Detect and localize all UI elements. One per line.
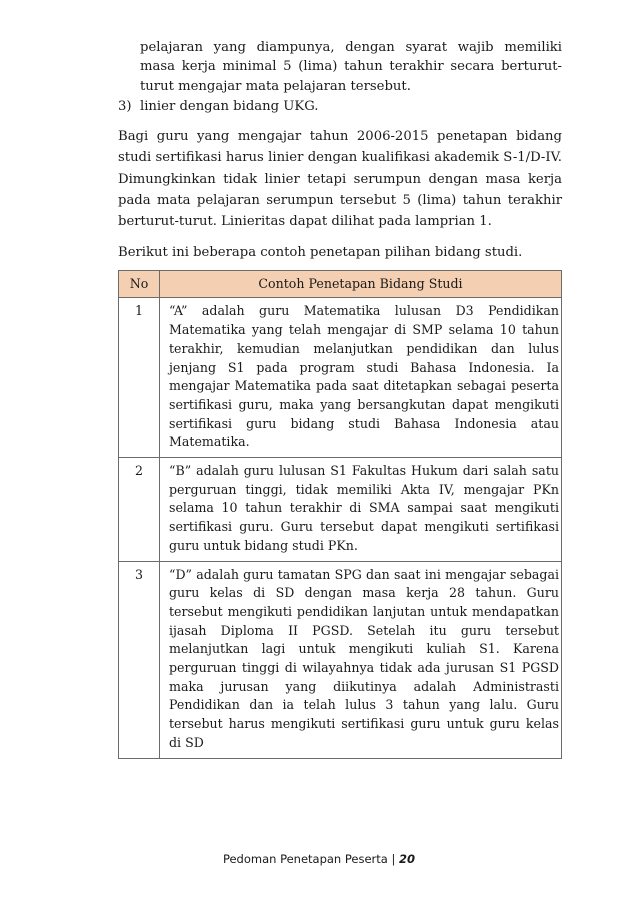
table-header-row	[119, 271, 562, 298]
row-number: 1	[119, 298, 160, 458]
list-item-number: 3)	[118, 98, 132, 114]
row-text: “B” adalah guru lulusan S1 Fakultas Hukum dari salah satu perguruan tinggi, tidak memiliki Akta IV, mengajar PKn selama 10 tahun terakhir di SMA sampai saat mengikuti sertifikasi guru. Guru tersebut dapat mengikuti sertifikasi guru untuk bidang studi PKn.	[160, 458, 562, 562]
examples-table	[118, 270, 562, 758]
footer-separator: |	[391, 852, 396, 866]
row-number: 2	[119, 458, 160, 562]
continuation-paragraph: pelajaran yang diampunya, dengan syarat wajib memiliki masa kerja minimal 5 (lima) tahun terakhir secara berturut-turut mengajar mata pelajaran tersebut.	[140, 40, 562, 94]
row-number: 3	[119, 561, 160, 758]
list-item-text: linier dengan bidang UKG.	[140, 98, 319, 114]
header-no: No	[119, 271, 160, 298]
page-content	[118, 38, 562, 759]
row-text: “A” adalah guru Matematika lulusan D3 Pendidikan Matematika yang telah mengajar di SMP selama 10 tahun terakhir, kemudian melanjutkan pendidikan dan lulus jenjang S1 pada program studi Bahasa Indonesia. Ia mengajar Matematika pada saat ditetapkan sebagai peserta sertifikasi guru, maka yang bersangkutan dapat mengikuti sertifikasi guru bidang studi Bahasa Indonesia atau Matematika.	[160, 298, 562, 458]
paragraph-linearity: Bagi guru yang mengajar tahun 2006-2015 penetapan bidang studi sertifikasi harus linier dengan kualifikasi akademik S-1/D-IV. Dimungkinkan tidak linier tetapi serumpun dengan masa kerja pada mata pelajaran serumpun tersebut 5 (lima) tahun terakhir berturut-turut. Linieritas dapat dilihat pada lamprian 1.	[118, 129, 562, 229]
table-row	[119, 561, 562, 758]
table-row	[119, 458, 562, 562]
table-row	[119, 298, 562, 458]
row-text: “D” adalah guru tamatan SPG dan saat ini mengajar sebagai guru kelas di SD dengan masa kerja 28 tahun. Guru tersebut mengikuti pendidikan lanjutan untuk mendapatkan ijasah Diploma II PGSD. Setelah itu guru tersebut melanjutkan lagi untuk mengikuti kuliah S1. Karena perguruan tinggi di wilayahnya tidak ada jurusan S1 PGSD maka jurusan yang diikutinya adalah Administrasti Pendidikan dan ia telah lulus 3 tahun yang lalu. Guru tersebut harus mengikuti sertifikasi guru untuk guru kelas di SD	[160, 561, 562, 758]
paragraph-table-intro: Berikut ini beberapa contoh penetapan pilihan bidang studi.	[118, 245, 523, 261]
footer-title: Pedoman Penetapan Peserta	[222, 852, 388, 866]
header-example: Contoh Penetapan Bidang Studi	[160, 271, 562, 298]
page-footer	[0, 852, 638, 866]
list-item-3	[118, 97, 562, 116]
page-number: 20	[399, 852, 416, 866]
